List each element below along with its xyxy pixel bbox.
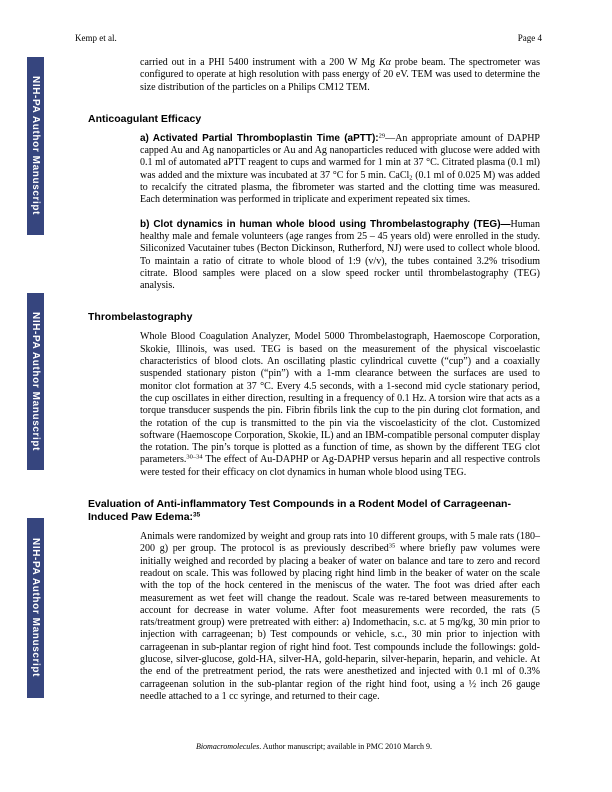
page-content <box>88 57 540 715</box>
runin-heading-aptt: a) Activated Partial Thromboplastin Time (aPTT): <box>140 132 379 144</box>
paragraph-teg-method <box>140 331 540 479</box>
footer-citation-text: . Author manuscript; available in PMC 2010 March 9. <box>259 742 433 751</box>
nihpa-watermark-strip-top <box>27 57 44 235</box>
nihpa-watermark-label: NIH-PA Author Manuscript <box>30 311 41 452</box>
section-heading-anticoagulant-efficacy: Anticoagulant Efficacy <box>88 112 202 125</box>
reference-superscript: 35 <box>193 511 201 519</box>
paragraph-clot-dynamics <box>140 219 540 293</box>
nihpa-watermark-strip-bottom <box>27 518 44 698</box>
running-header <box>75 33 542 43</box>
paragraph-text: Animals were randomized by weight and group rats into 10 different groups, with 5 male rats (180–200 g) per group. The protocol is as previously described <box>140 531 540 555</box>
paragraph-rodent-protocol <box>140 531 540 703</box>
nihpa-watermark-label: NIH-PA Author Manuscript <box>30 538 41 678</box>
paragraph-aptt <box>140 133 540 207</box>
section-anticoagulant-efficacy <box>88 113 540 293</box>
header-author: Kemp et al. <box>75 33 117 43</box>
reference-superscript: 29 <box>378 132 386 140</box>
section-paw-edema-evaluation <box>88 498 540 703</box>
paragraph-text: Whole Blood Coagulation Analyzer, Model 5000 Thrombelastograph, Haemoscope Corporation, Skokie, Illinois, was used. TEG is based on the measurement of the physical viscoelastic characteristics of blood clots. An oscillating plastic cylindrical cuvette (“cup”) and a coaxially suspended stationary piston (“pin”) with a 1-mm clearance between the surfaces are used to monitor clot formation at 37 °C. Every 4.5 seconds, with a 1-second mid cycle stationary period, the cup oscillates in either direction, resulting in a frequency of 0.1 Hz. A torsion wire that acts as a torque transducer suspends the pin. Fibrin fibrils link the cup to the pin during clot formation, and the rotation of the cup is transmitted to the pin via the viscoelasticity of the clot. Customized software (Haemoscope Corporation, Skokie, IL) and an IBM-compatible personal computer display the rotation. The pin’s torque is plotted as a function of time, as shown by the different TEG clot parameters. <box>140 331 540 466</box>
footer-journal-name: Biomacromolecules <box>195 742 260 751</box>
paragraph-text: —An appropriate amount of DAPHP capped Au and Ag nanoparticles or Au and Ag nanoparticles reduced with glucose were added with 0.1 ml of automated aPTT reagent to cups and warmed for 1 min at 37 °C. Citrated plasma (0.1 ml) was added and the mixture was incubated at 37 °C for 5 min. CaCl <box>140 132 540 181</box>
heading-text: Evaluation of Anti-inflammatory Test Compounds in a Rodent Model of Carrageenan-Induced Paw Edema: <box>88 498 511 524</box>
header-page-number: Page 4 <box>517 33 542 43</box>
paragraph-text: The effect of Au-DAPHP or Ag-DAPHP versus heparin and all respective controls were tested for their efficacy on clot dynamics in human whole blood using TEG. <box>140 454 540 478</box>
section-thrombelastography <box>88 311 540 479</box>
paragraph-instrumentation <box>140 57 540 94</box>
paragraph-text: where briefly paw volumes were initially weighed and recorded by placing a beaker of water on balance and tare to zero and record readout on scale. This was followed by placing right hind limb in the beaker of water on the scale with the top of the hock centered in the meniscus of the water. The foot was dried after each measurement as wet feet will change the readout. Scale was re-tared between measurements to account for decrease in water volume. After foot measurements were recorded, the rats (5 rats/treatment group) were pretreated with either: a) Indomethacin, s.c. at 5 mg/kg, 30 min prior to injection with carrageenan; b) Test compounds or vehicle, s.c., 30 min prior to injection with carrageenan in sub-plantar region of right hind foot. Test compounds include the followings: gold-glucose, silver-glucose, gold-HA, silver-HA, gold-heparin, silver-heparin, heparin, and vehicle. At the end of the pretreatment period, the rats were anesthetized and injected with 0.1 ml of 0.3% carrageenan solution in the sub-plantar region of the right hind foot, using a ½ inch 26 gauge needle attached to a 1 cc syringe, and returned to their cage. <box>140 543 540 702</box>
italic-symbol: Kα <box>378 57 391 68</box>
reference-superscript: 30–34 <box>186 453 203 461</box>
runin-heading-teg: b) Clot dynamics in human whole blood using Thrombelastography (TEG)— <box>140 218 511 230</box>
page-footer <box>88 742 540 751</box>
paragraph-text: (0.1 ml of 0.025 M) was added to recalcify the citrated plasma, the fibrometer was started and the clotting time was measured. Each determination was performed in triplicate and experiment repeated six times. <box>140 169 540 206</box>
nihpa-watermark-label: NIH-PA Author Manuscript <box>30 76 41 216</box>
section-heading-paw-edema <box>88 498 540 524</box>
paragraph-text: probe beam. The spectrometer was configured to operate at high resolution with pass energy of 20 eV. TEM was used to determine the size distribution of the particles on a Philips CM12 TEM. <box>140 57 540 93</box>
section-heading-thrombelastography: Thrombelastography <box>88 311 193 324</box>
nihpa-watermark-strip-middle <box>27 293 44 470</box>
reference-superscript: 35 <box>388 542 396 550</box>
chemical-subscript: 2 <box>409 174 413 182</box>
paragraph-text: Human healthy male and female volunteers (age ranges from 25 – 45 years old) were enrolled in the study. Siliconized Vacutainer tubes (Becton Dickinson, Rutherford, NJ) were used to collect whole blood. To maintain a ratio of citrate to whole blood of 1:9 (v/v), the tubes contained 3.2% trisodium citrate. Blood samples were placed on a slow speed rocker until thrombelastography (TEG) analysis. <box>140 218 540 292</box>
paragraph-text: carried out in a PHI 5400 instrument with a 200 W Mg <box>140 57 379 68</box>
